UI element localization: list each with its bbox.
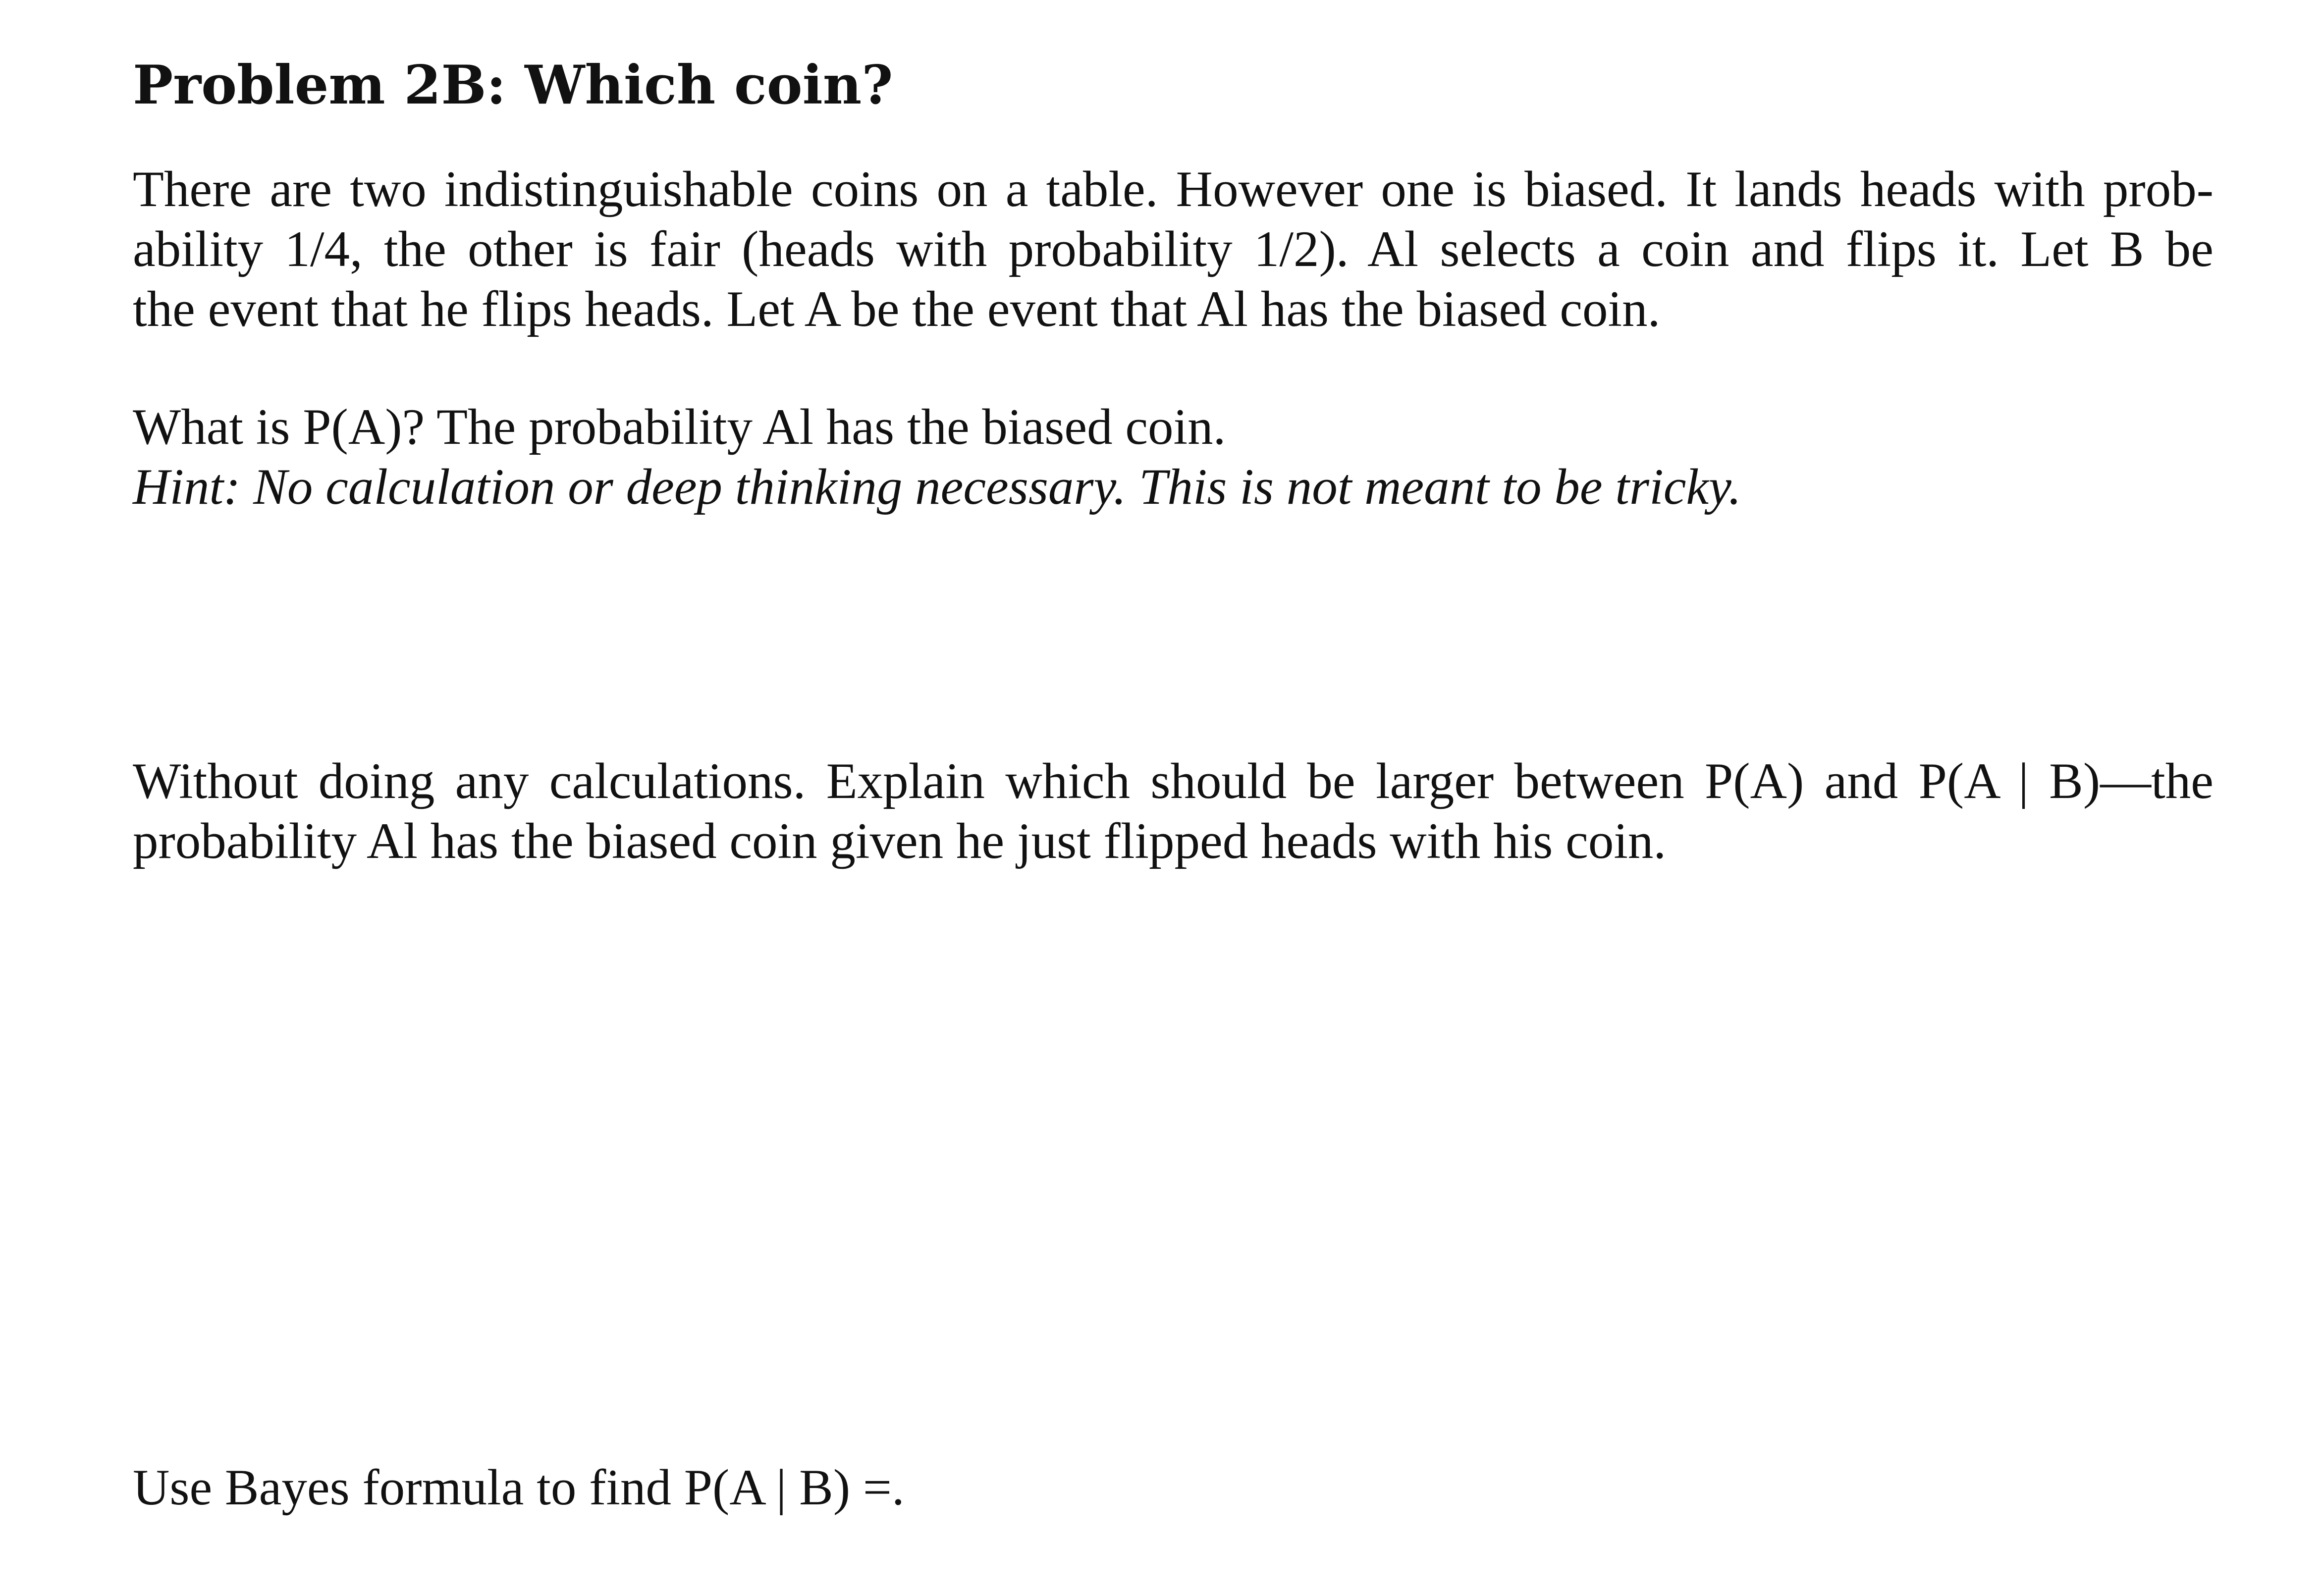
problem-statement bbox=[133, 160, 2214, 339]
question-3-text: Use Bayes formula to find P(A | B) =. bbox=[133, 1459, 905, 1516]
problem-title: Problem 2B: Which coin? bbox=[133, 54, 893, 116]
question-1-hint: Hint: No calculation or deep thinking necessary. This is not meant to be tricky. bbox=[133, 459, 1741, 515]
question-3 bbox=[133, 1458, 2214, 1518]
problem-statement-line-2: ability 1/4, the other is fair (heads with probability 1/2). Al selects a coin and flips it. Let B be bbox=[133, 221, 2214, 277]
question-1-text: What is P(A)? The probability Al has the biased coin. bbox=[133, 399, 1226, 455]
question-2 bbox=[133, 751, 2214, 871]
question-2-line-1: Without doing any calculations. Explain which should be larger between P(A) and P(A | B)—the bbox=[133, 753, 2214, 809]
question-1 bbox=[133, 397, 2214, 517]
problem-statement-line-3: the event that he flips heads. Let A be the event that Al has the biased coin. bbox=[133, 281, 1661, 337]
question-2-line-2: probability Al has the biased coin given he just flipped heads with his coin. bbox=[133, 813, 1667, 869]
problem-statement-line-1: There are two indistinguishable coins on a table. However one is biased. It lands heads with prob- bbox=[133, 161, 2214, 217]
